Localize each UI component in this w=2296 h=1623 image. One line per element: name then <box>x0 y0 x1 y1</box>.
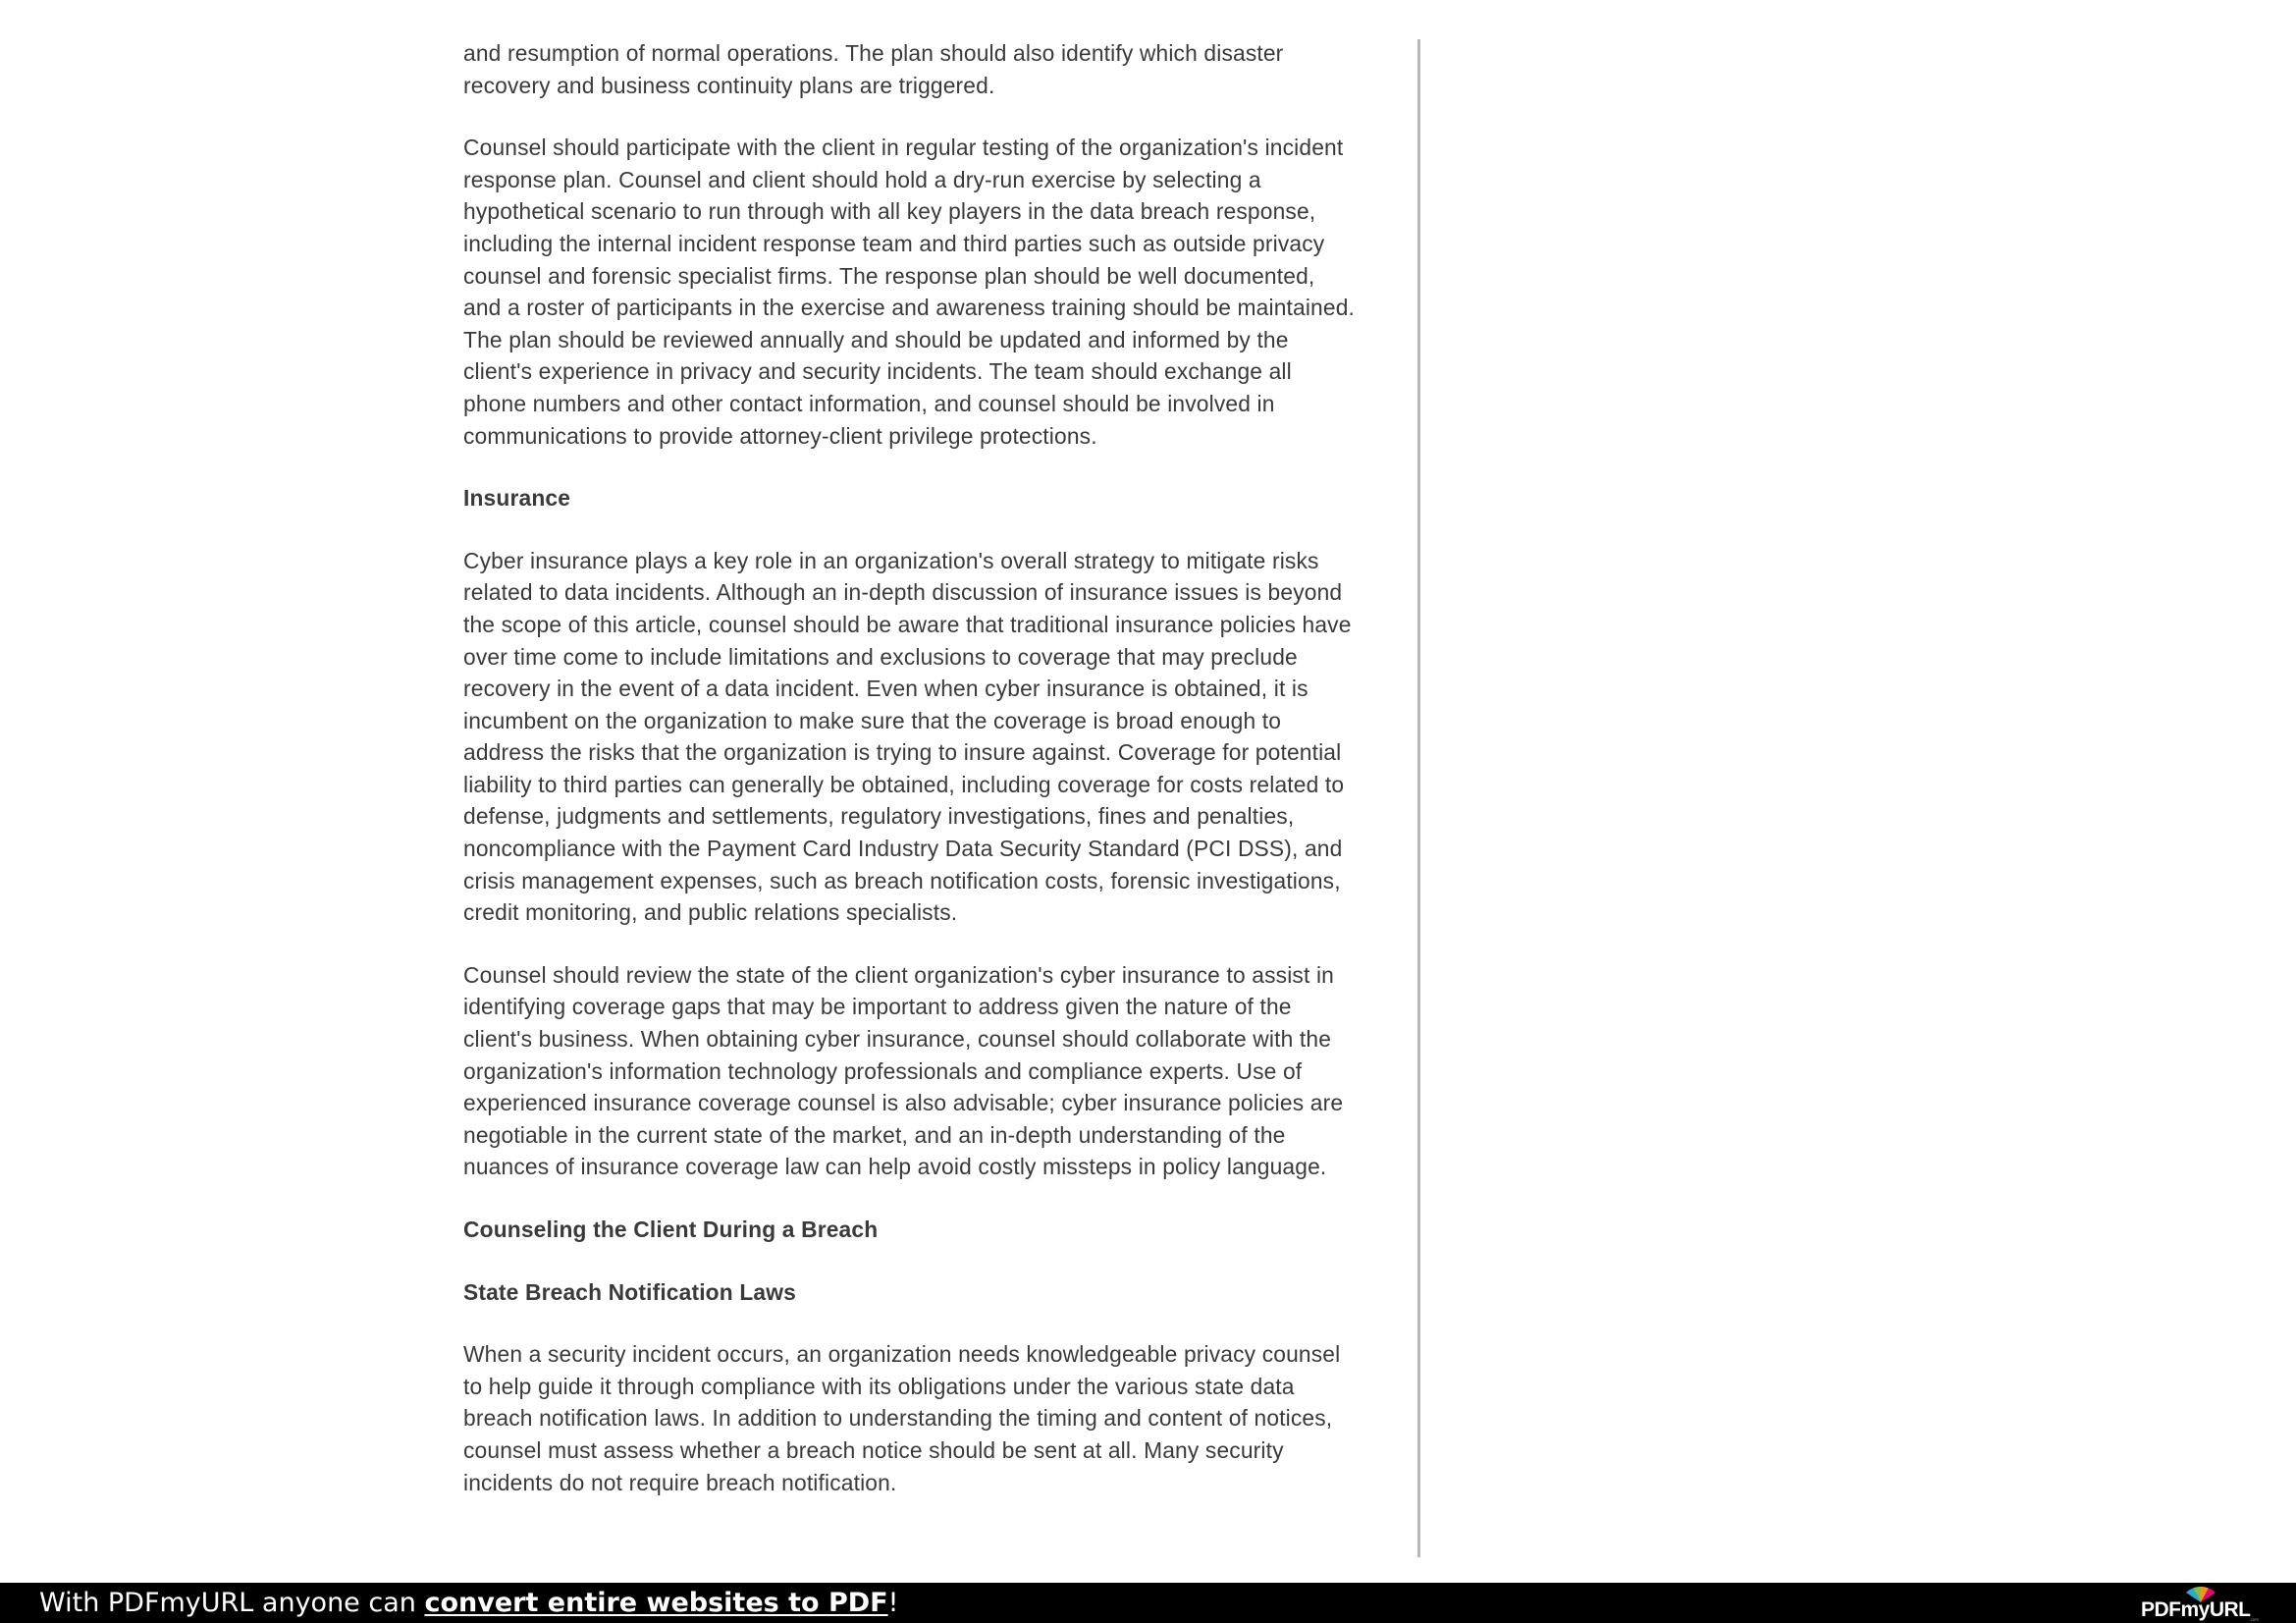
section-heading-state-laws: State Breach Notification Laws <box>463 1278 796 1305</box>
section-heading-counseling: Counseling the Client During a Breach <box>463 1217 879 1242</box>
promo-suffix: ! <box>887 1588 899 1618</box>
pdfmyurl-logo[interactable] <box>2141 1587 2259 1620</box>
section-heading-insurance: Insurance <box>463 485 571 512</box>
paragraph: Cyber insurance plays a key role in an organization's overall strategy to mitigate risks related to data incidents. Although an in-depth discussion of insurance issues is beyond the scope of this article, counsel should be aware that traditional insurance policies have over time come to include limitations and exclusions to coverage that may preclude recovery in the event of a data incident. Even when cyber insurance is obtained, it is incumbent on the organization to make sure that the coverage is broad enough to address the risks that the organization is trying to insure against. Coverage for potential liability to third parties can generally be obtained, including coverage for costs related to defense, judgments and settlements, regulatory investigations, fines and penalties, noncompliance with the Payment Card Industry Data Security Standard (PCI DSS), and crisis management expenses, such as breach notification costs, forensic investigations, credit monitoring, and public relations specialists. <box>463 547 1352 926</box>
paragraph: Counsel should review the state of the client organization's cyber insurance to assist in identifying coverage gaps that may be important to address given the nature of the client's business. When obtaining cyber insurance, counsel should collaborate with the organization's information technology professionals and compliance experts. Use of experienced insurance coverage counsel is also advisable; cyber insurance policies are negotiable in the current state of the market, and an in-depth understanding of the nuances of insurance coverage law can help avoid costly missteps in policy language. <box>463 961 1344 1180</box>
logo-domain-suffix: .com <box>2249 1617 2259 1622</box>
logo-wordmark: PDFmyURL <box>2141 1598 2251 1621</box>
promo-prefix: With PDFmyURL anyone can <box>39 1588 425 1618</box>
paragraph: When a security incident occurs, an organization needs knowledgeable privacy counsel to help guide it through compliance with its obligations under the various state data breach notification laws. In addition to understanding the timing and content of notices, counsel must assess whether a breach notice should be sent at all. Many security incidents do not require breach notification. <box>463 1341 1341 1495</box>
promo-link[interactable]: convert entire websites to PDF <box>424 1588 888 1618</box>
paragraph: Counsel should participate with the client in regular testing of the organization's incident response plan. Counsel and client should hold a dry-run exercise by selecting a hypothetical scenario to run through with all key players in the data breach response, including the internal incident response team and third parties such as outside privacy counsel and forensic specialist firms. The response plan should be well documented, and a roster of participants in the exercise and awareness training should be maintained. The plan should be reviewed annually and should be updated and informed by the client's experience in privacy and security incidents. The team should exchange all phone numbers and other contact information, and counsel should be involved in communications to provide attorney-client privilege protections. <box>463 135 1356 449</box>
promo-text <box>39 1583 898 1623</box>
article-body <box>463 37 1357 1529</box>
promo-footer-bar <box>0 1583 2296 1623</box>
paragraph: and resumption of normal operations. The plan should also identify which disaster recovery and business continuity plans are triggered. <box>463 40 1284 98</box>
column-divider <box>1417 39 1420 1557</box>
